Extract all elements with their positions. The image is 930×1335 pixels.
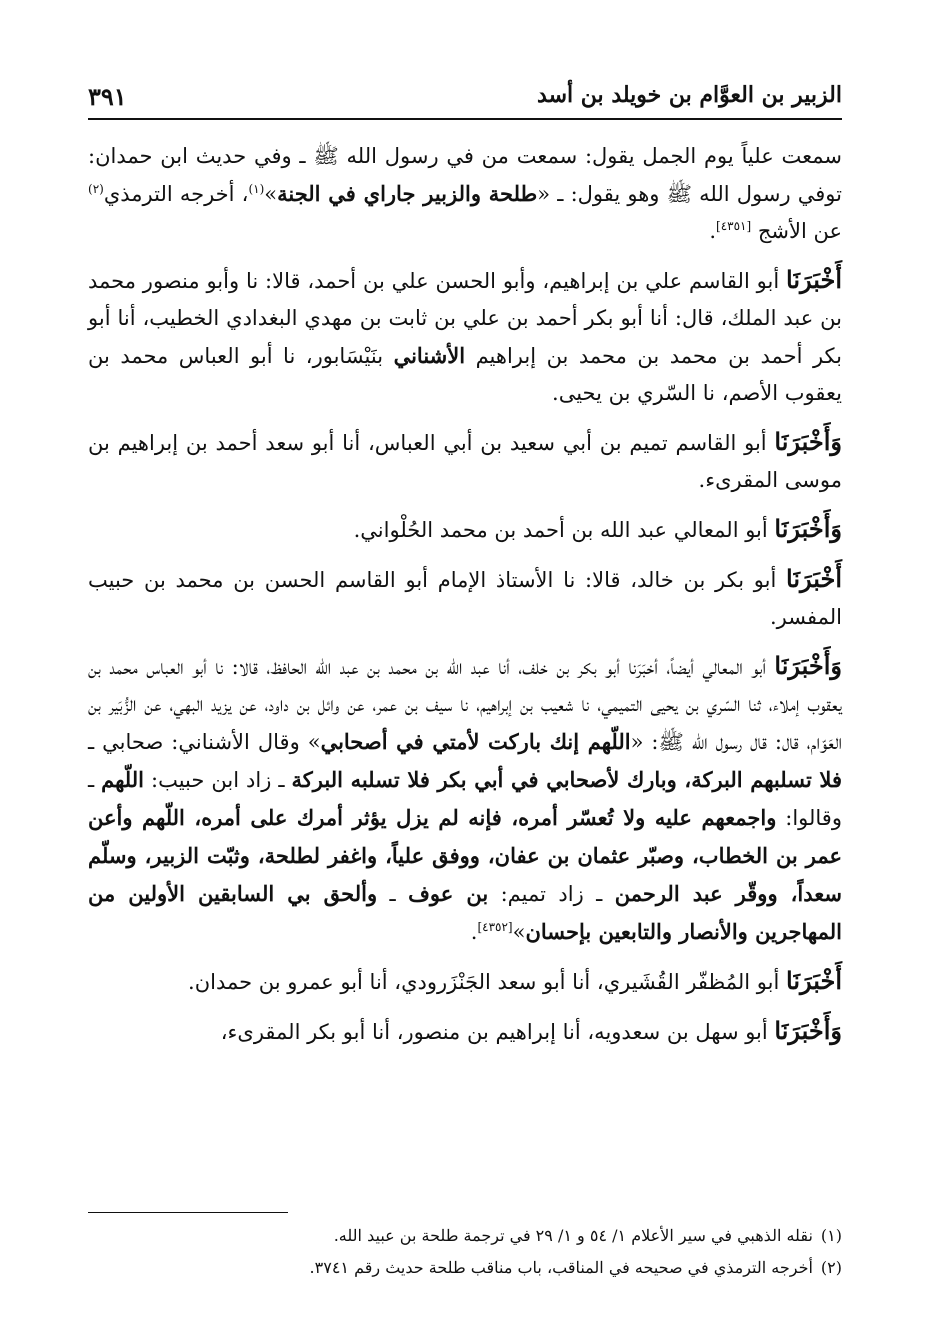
hadith-text: وألحق بي السابقين الأولين من المهاجرين والأنصار والتابعين بإحسان — [88, 881, 842, 944]
text-run: أبو المعالي أيضاً، أخبَرَنا أبو بكر بن خلف، أنا عبد الله بن محمد بن عبد الله الحافظ، قالا: نا أبو العباس محمد بن يعقوب إملاء، ثنا السّري بن يحيى التميمي، نا شعيب بن إبراهيم، نا سيف بن عمر، عن وائل بن داود، عن يزيد البهي، عن الزُّبَير بن العَوّام، قال: قال رسول الله ﷺ: « — [88, 655, 842, 754]
paragraph — [88, 423, 842, 499]
text-run: . — [470, 920, 478, 944]
text-run: ـ — [377, 882, 409, 906]
page-header — [88, 82, 842, 118]
header-rule — [88, 118, 842, 120]
text-run: » — [512, 920, 526, 944]
text-run: عن الأشج — [751, 219, 842, 243]
isnad-lead-word: أَخْبَرَنَا — [786, 564, 842, 593]
paragraph — [88, 138, 842, 250]
main-text — [88, 138, 842, 1062]
text-run: أبو سهل بن سعدويه، أنا إبراهيم بن منصور، أنا أبو بكر المقرىء، — [220, 1020, 775, 1044]
paragraph — [88, 510, 842, 549]
text-run: ، أخرجه الترمذي — [103, 182, 249, 206]
paragraph — [88, 1012, 842, 1051]
hadith-text: الأشناني — [393, 343, 466, 368]
text-run: ـ زاد تميم: — [488, 882, 615, 906]
footnote — [88, 1220, 842, 1252]
hadith-text: واجمعهم عليه ولا تُعسّر أمره، فإنه لم يزل يؤثر أمرك على أمره، اللّهم وأعن عمر بن الخطاب، وصبّر عثمان بن عفان، ووفق علياً، واغفر لطلحة، وثبّت الزبير، وسلّم سعداً، ووقّر عبد الرحمن — [88, 805, 843, 906]
text-run: بنَيْسَابور، نا أبو العباس محمد بن يعقوب الأصم، نا السّري بن يحيى. — [88, 344, 842, 405]
text-run: » — [264, 182, 278, 206]
reference-marker: [٤٣٥٢] — [477, 920, 513, 934]
paragraph — [88, 261, 842, 412]
page-number: ٣٩١ — [88, 82, 127, 111]
reference-marker: (١) — [248, 182, 265, 196]
footnote-separator — [88, 1212, 288, 1213]
text-run: سمعت علياً يوم الجمل يقول: سمعت من في رسول الله ﷺ ـ وفي حديث ابن حمدان: توفي رسول الله ﷺ وهو يقول: ـ « — [88, 144, 842, 206]
text-run: أبو المُظفّر القُشَيري، أنا أبو سعد الجَنْزَرودي، أنا أبو عمرو بن حمدان. — [188, 970, 787, 994]
footnote-text: نقله الذهبي في سير الأعلام ١/ ٥٤ و ١/ ٢٩ في ترجمة طلحة بن عبيد الله. — [333, 1226, 813, 1245]
isnad-lead-word: أَخْبَرَنَا — [786, 966, 842, 995]
text-run: أبو المعالي عبد الله بن أحمد بن محمد الحُلْواني. — [353, 518, 775, 542]
text-run: ـ وقالوا: — [88, 768, 842, 830]
text-run: . — [709, 219, 716, 243]
paragraph — [88, 962, 842, 1001]
footnote-text: أخرجه الترمذي في صحيحه في المناقب، باب مناقب طلحة حديث رقم ٣٧٤١. — [309, 1258, 813, 1277]
hadith-text: بن عوف — [408, 881, 489, 906]
isnad-lead-word: أَخْبَرَنَا — [786, 265, 842, 294]
footnotes — [88, 1220, 842, 1284]
hadith-text: طلحة والزبير جاراي في الجنة — [277, 181, 538, 206]
text-run: ـ زاد ابن حبيب: — [144, 768, 292, 792]
text-run: أبو القاسم تميم بن أبي سعيد بن أبي العباس، أنا أبو سعد أحمد بن إبراهيم بن موسى المقرىء. — [88, 431, 842, 492]
footnote-number: (١) — [820, 1226, 842, 1245]
hadith-text: اللّهم — [101, 767, 144, 792]
text-run: » وقال الأشناني: صحابي ـ — [88, 730, 321, 754]
isnad-lead-word: وَأَخْبَرَنَا — [774, 427, 842, 456]
text-run: أبو القاسم علي بن إبراهيم، وأبو الحسن علي بن أحمد، قالا: نا وأبو منصور محمد بن عبد الملك، قال: أنا أبو بكر أحمد بن علي بن ثابت بن مهدي البغدادي الخطيب، أنا أبو بكر أحمد بن محمد بن محمد بن إبراهيم — [88, 269, 843, 368]
reference-marker: (٢) — [88, 182, 104, 196]
running-title: الزبير بن العوَّام بن خويلد بن أسد — [537, 82, 842, 108]
paragraph — [88, 647, 842, 951]
text-run: أبو بكر بن خالد، قالا: نا الأستاذ الإمام أبو القاسم الحسن بن محمد بن حبيب المفسر. — [88, 568, 842, 629]
hadith-text: اللّهم إنك باركت لأمتي في أصحابي — [320, 729, 631, 754]
reference-marker: [٤٣٥١] — [716, 219, 752, 233]
hadith-text: فلا تسلبهم البركة، وبارك لأصحابي في أبي بكر فلا تسلبه البركة — [291, 767, 842, 792]
paragraph — [88, 560, 842, 636]
isnad-lead-word: وَأَخْبَرَنَا — [774, 1016, 842, 1045]
footnote-number: (٢) — [820, 1258, 842, 1277]
isnad-lead-word: وَأَخْبَرَنَا — [774, 514, 842, 543]
footnote — [88, 1252, 842, 1284]
isnad-lead-word: وَأَخْبَرَنَا — [774, 651, 842, 680]
